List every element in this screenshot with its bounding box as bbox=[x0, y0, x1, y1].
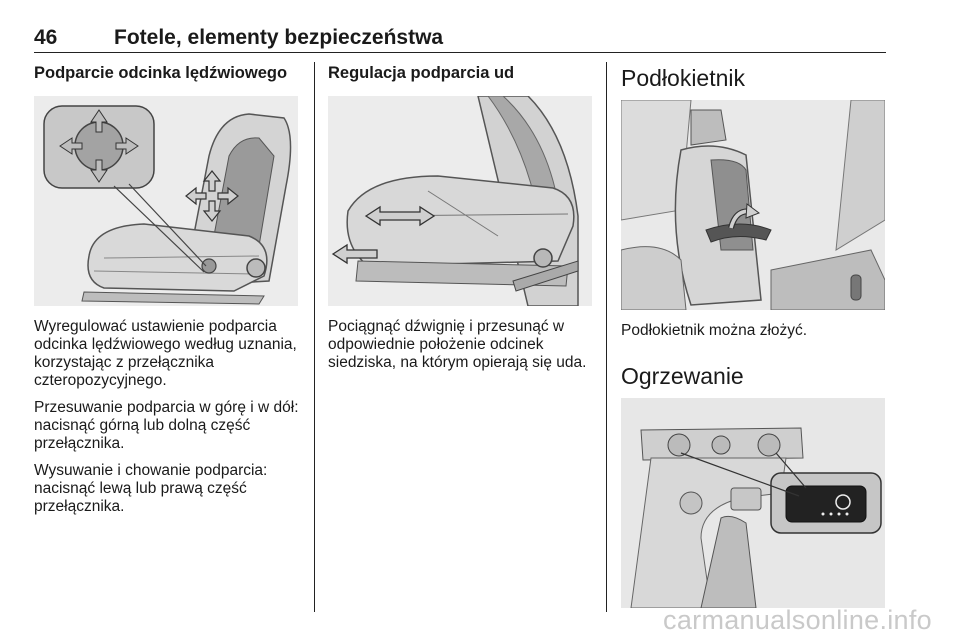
column-heating bbox=[621, 362, 887, 390]
paragraph: Wysuwanie i chowanie podparcia: nacisnąć lewą lub prawą część przełącznika. bbox=[34, 462, 268, 515]
section-heading-armrest: Podłokietnik bbox=[621, 65, 746, 91]
section-heading-heating: Ogrzewanie bbox=[621, 363, 744, 389]
paragraph: Podłokietnik można złożyć. bbox=[621, 322, 808, 339]
lumbar-text-block bbox=[34, 318, 304, 525]
thigh-text-block bbox=[328, 318, 598, 381]
paragraph: Przesuwanie podparcia w górę i w dół: nacisnąć górną lub dolną część przełącznika. bbox=[34, 399, 299, 452]
section-heading-thigh: Regulacja podparcia ud bbox=[328, 64, 515, 82]
column-divider bbox=[314, 62, 315, 612]
section-heading-lumbar: Podparcie odcinka lędźwiowego bbox=[34, 64, 288, 82]
column-lumbar bbox=[34, 62, 304, 84]
column-armrest bbox=[621, 64, 887, 92]
page-header bbox=[34, 26, 886, 53]
column-thigh bbox=[328, 62, 598, 84]
armrest-text-block bbox=[621, 322, 887, 349]
watermark: carmanualsonline.info bbox=[663, 605, 932, 635]
column-divider bbox=[606, 62, 607, 612]
paragraph: Pociągnąć dźwignię i przesunąć w odpowiednie położenie odcinek siedziska, na którym opierają się uda. bbox=[328, 318, 587, 371]
thigh-support-seat-illustration bbox=[328, 96, 592, 306]
paragraph: Wyregulować ustawienie podparcia odcinka lędźwiowego według uznania, korzystając z przełącznika czteropozycyjnego. bbox=[34, 318, 297, 389]
page-number: 46 bbox=[34, 26, 58, 49]
armrest-illustration bbox=[621, 100, 885, 310]
chapter-title: Fotele, elementy bezpieczeństwa bbox=[114, 26, 444, 49]
seat-heating-buttons-illustration bbox=[621, 398, 885, 608]
lumbar-support-seat-illustration bbox=[34, 96, 298, 306]
